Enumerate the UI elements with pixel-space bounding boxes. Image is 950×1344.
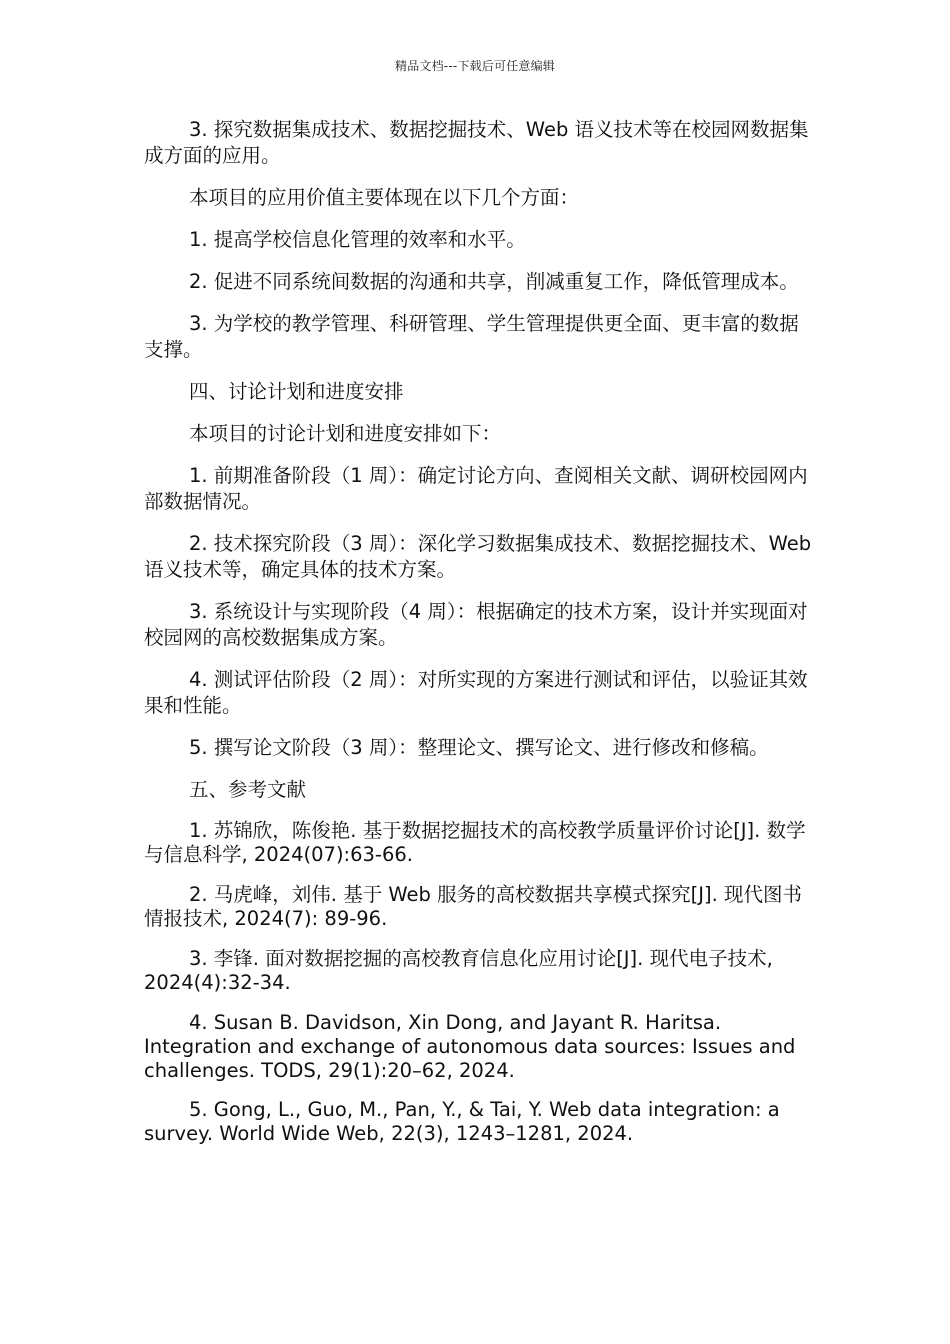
reference-item: 3. 李锋. 面对数据挖掘的高校教育信息化应用讨论[J]. 现代电子技术, 2024(4):32-34.	[144, 947, 773, 994]
section-heading-plan: 四、讨论计划和进度安排	[189, 380, 404, 403]
reference-item: 1. 苏锦欣，陈俊艳. 基于数据挖掘技术的高校教学质量评价讨论[J]. 数学与信息科学, 2024(07):63-66.	[144, 819, 806, 866]
section-heading-references: 五、参考文献	[189, 778, 307, 801]
paragraph-plan-3: 3. 系统设计与实现阶段（4 周）：根据确定的技术方案，设计并实现面对校园网的高校数据集成方案。	[144, 600, 808, 649]
page-header: 精品文档---下载后可任意编辑	[395, 59, 555, 73]
paragraph-value-1: 1. 提高学校信息化管理的效率和水平。	[189, 228, 526, 251]
paragraph-plan-intro: 本项目的讨论计划和进度安排如下：	[189, 422, 502, 445]
paragraph-value-intro: 本项目的应用价值主要体现在以下几个方面：	[189, 186, 580, 209]
paragraph-value-2: 2. 促进不同系统间数据的沟通和共享，削减重复工作，降低管理成本。	[189, 270, 799, 293]
document-body	[144, 117, 812, 1161]
paragraph-plan-2: 2. 技术探究阶段（3 周）：深化学习数据集成技术、数据挖掘技术、Web 语义技术等，确定具体的技术方案。	[144, 532, 812, 581]
reference-item: 2. 马虎峰，刘伟. 基于 Web 服务的高校数据共享模式探究[J]. 现代图书情报技术, 2024(7): 89-96.	[144, 883, 802, 930]
reference-item: 5. Gong, L., Guo, M., Pan, Y., & Tai, Y. Web data integration: a survey. World Wide Web, 22(3), 1243–1281, 2024.	[144, 1098, 780, 1145]
paragraph-value-3: 3. 为学校的教学管理、科研管理、学生管理提供更全面、更丰富的数据支撑。	[144, 312, 799, 361]
reference-item: 4. Susan B. Davidson, Xin Dong, and Jayant R. Haritsa. Integration and exchange of autonomous data sources: Issues and challenges. TODS, 29(1):20–62, 2024.	[144, 1011, 796, 1082]
paragraph-plan-1: 1. 前期准备阶段（1 周）：确定讨论方向、查阅相关文献、调研校园网内部数据情况。	[144, 464, 808, 513]
paragraph-objective-3: 3. 探究数据集成技术、数据挖掘技术、Web 语义技术等在校园网数据集成方面的应用。	[144, 118, 809, 167]
paragraph-plan-5: 5. 撰写论文阶段（3 周）：整理论文、撰写论文、进行修改和修稿。	[189, 736, 769, 759]
paragraph-plan-4: 4. 测试评估阶段（2 周）：对所实现的方案进行测试和评估，以验证其效果和性能。	[144, 668, 808, 717]
